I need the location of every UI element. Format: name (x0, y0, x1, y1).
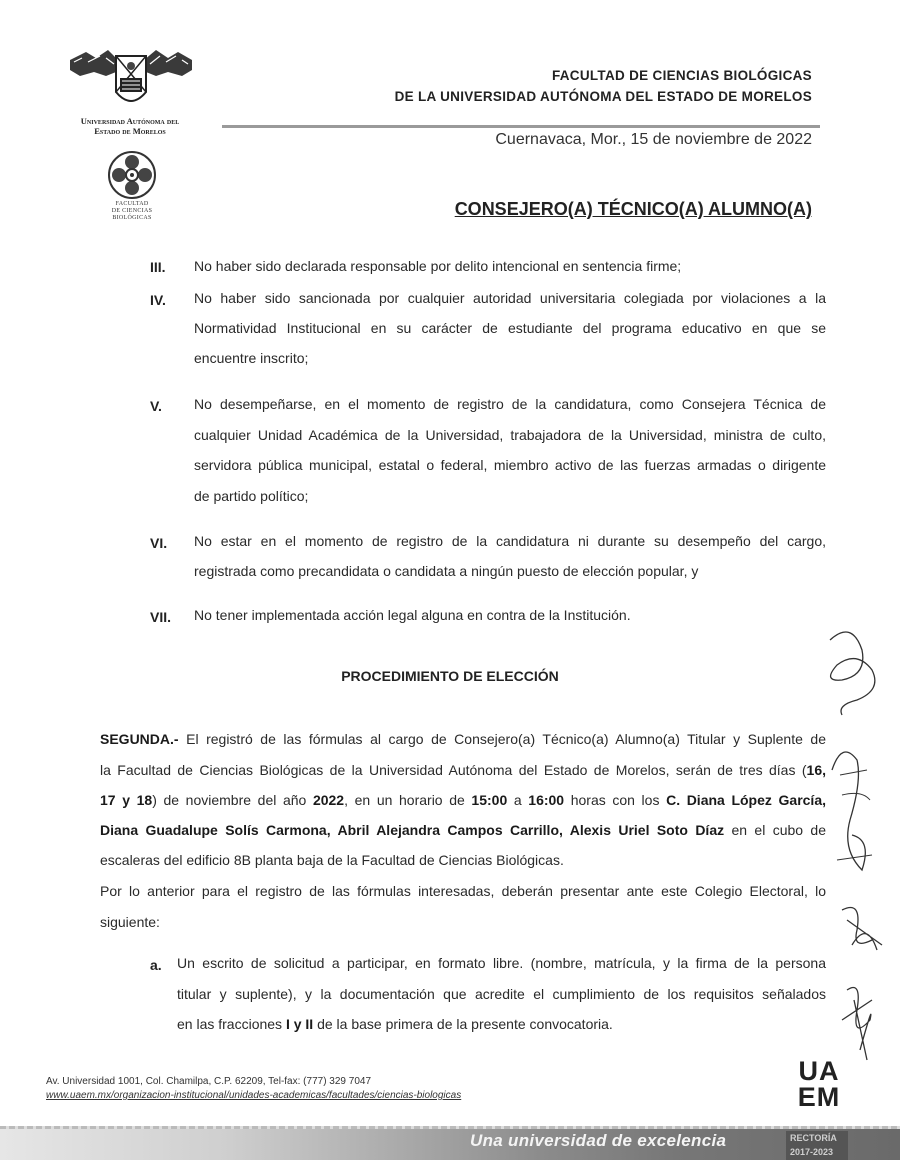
uaem-logo-bottom: EM (797, 1082, 841, 1112)
text-span: a (507, 792, 529, 808)
text-span: horas con los (564, 792, 667, 808)
requirement-number: VII. (150, 609, 172, 625)
fcb-caption-line2: DE CIENCIAS (111, 208, 153, 214)
clause-label: SEGUNDA.- (100, 731, 179, 747)
text-span: de la base primera de la presente convocatoria. (313, 1016, 613, 1032)
requirement-line: No haber sido declarada responsable por delito intencional en sentencia firme; (194, 258, 682, 274)
uaem-seal-logo (66, 48, 196, 118)
university-name-line1: Universidad Autónoma del (80, 116, 180, 126)
bold-span: 2022 (312, 792, 345, 808)
section-title: PROCEDIMIENTO DE ELECCIÓN (341, 668, 559, 684)
footer-band (0, 1126, 900, 1160)
text-span: , en un horario de (344, 792, 472, 808)
requirement-line: No haber sido sancionada por cualquier autoridad universitaria colegiada por violaciones a la (194, 290, 826, 306)
paragraph-line (100, 762, 826, 778)
place-date: Cuernavaca, Mor., 15 de noviembre de 2022 (495, 131, 812, 148)
rectoria-label: RECTORÍA (790, 1133, 837, 1143)
faculty-name-line2: DE LA UNIVERSIDAD AUTÓNOMA DEL ESTADO DE MORELOS (394, 89, 812, 104)
bold-span: 17 y 18 (100, 792, 153, 808)
item-line (177, 1016, 613, 1032)
item-line: Un escrito de solicitud a participar, en formato libre. (nombre, matrícula, y la firma de la persona (177, 955, 826, 971)
text-span: en las fracciones (177, 1016, 286, 1032)
footer-url-link[interactable]: www.uaem.mx/organizacion-institucional/unidades-academicas/facultades/ciencias-biologicas (46, 1090, 462, 1101)
faculty-name-line1: FACULTAD DE CIENCIAS BIOLÓGICAS (551, 68, 812, 83)
fcb-caption-line1: FACULTAD (115, 201, 149, 207)
requirement-line: No estar en el momento de registro de la candidatura ni durante su desempeño del cargo, (194, 533, 826, 549)
text-span: ) de noviembre del año (152, 792, 313, 808)
fcb-caption-line3: BIOLÓGICAS (112, 215, 152, 221)
bold-span: 16, (806, 762, 826, 778)
requirement-line: cualquier Unidad Académica de la Universidad, trabajadora de la Universidad, ministra de culto, (194, 427, 826, 443)
text-span: la Facultad de Ciencias Biológicas de la Universidad Autónoma del Estado de Morelos, serán de tres días ( (100, 762, 807, 778)
paragraph-line: siguiente: (100, 914, 160, 930)
footer-slogan: Una universidad de excelencia (470, 1131, 727, 1150)
paragraph-line: escaleras del edificio 8B planta baja de la Facultad de Ciencias Biológicas. (100, 852, 564, 868)
header-divider (222, 125, 820, 128)
requirement-line: No tener implementada acción legal alguna en contra de la Institución. (194, 607, 631, 623)
requirement-line: No desempeñarse, en el momento de registro de la candidatura, como Consejera Técnica de (194, 396, 826, 412)
document-title: CONSEJERO(A) TÉCNICO(A) ALUMNO(A) (454, 199, 812, 219)
bold-span: C. Diana López García, (666, 792, 826, 808)
paragraph-line (100, 792, 826, 808)
university-name (60, 116, 200, 136)
requirement-line: registrada como precandidata o candidata a ningún puesto de elección popular, y (194, 563, 699, 579)
bold-span: I y II (285, 1016, 314, 1032)
paragraph-line: Por lo anterior para el registro de las fórmulas interesadas, deberán presentar ante este Colegio Electoral, lo (100, 883, 826, 899)
footer-address: Av. Universidad 1001, Col. Chamilpa, C.P. 62209, Tel-fax: (777) 329 7047 (46, 1076, 372, 1087)
paragraph-line (100, 731, 826, 747)
text-span: en el cubo de (724, 822, 826, 838)
bold-span: 15:00 (471, 792, 508, 808)
rectoria-years: 2017-2023 (790, 1147, 834, 1157)
bold-span: 16:00 (528, 792, 565, 808)
requirement-line: servidora pública municipal, estatal o federal, miembro activo de las fuerzas armadas o dirigente (194, 457, 826, 473)
uaem-logo (790, 1058, 848, 1110)
requirement-line: Normatividad Institucional en su carácter de estudiante del programa educativo en que se (194, 320, 826, 336)
requirement-number: III. (150, 259, 166, 275)
university-name-line2: Estado de Morelos (94, 126, 166, 136)
margin-signatures (812, 620, 892, 1080)
text-span: El registró de las fórmulas al cargo de Consejero(a) Técnico(a) Alumno(a) Titular y Suplente de (178, 731, 826, 747)
fcb-faculty-logo (107, 150, 157, 200)
requirement-number: VI. (150, 535, 168, 551)
requirement-line: encuentre inscrito; (194, 350, 309, 366)
requirement-number: IV. (150, 292, 166, 308)
requirement-number: V. (150, 398, 162, 414)
uaem-logo-top: UA (798, 1056, 840, 1086)
bold-span: Diana Guadalupe Solís Carmona, Abril Alejandra Campos Carrillo, Alexis Uriel Soto Díaz (100, 822, 725, 838)
requirement-line: de partido político; (194, 488, 309, 504)
item-line: titular y suplente), y la documentación que acredite el cumplimiento de los requisitos señalados (177, 986, 826, 1002)
item-label: a. (150, 957, 162, 973)
fcb-caption (96, 201, 168, 222)
paragraph-line (100, 822, 826, 838)
